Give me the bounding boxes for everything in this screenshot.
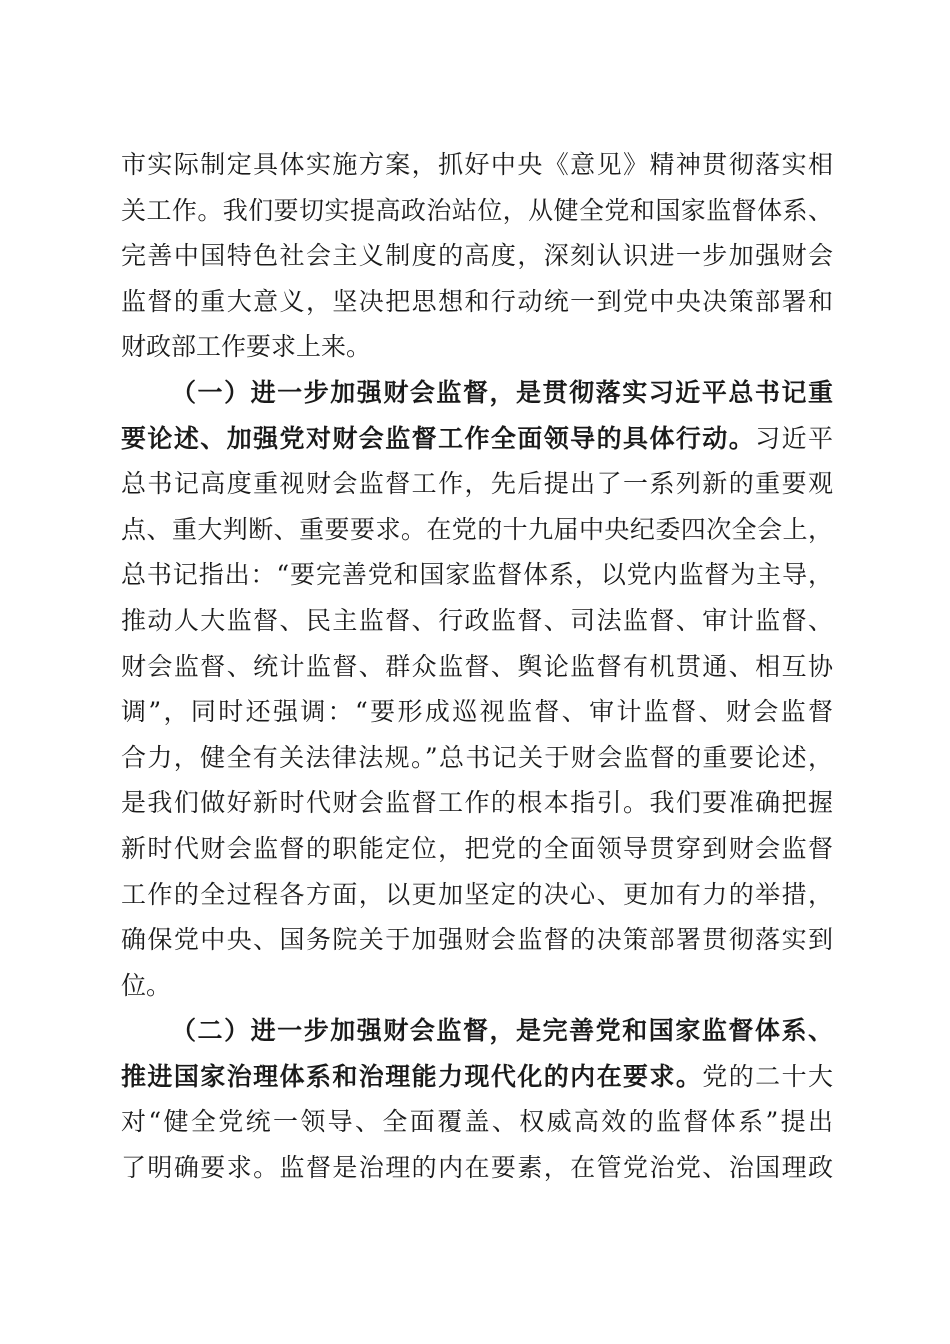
section-heading-1-continued <box>121 416 833 462</box>
text-line: 位。 <box>121 970 172 1000</box>
paragraph-text: 习近平 <box>755 423 833 453</box>
text-line: 财政部工作要求上来。 <box>121 332 372 362</box>
text-line: 确保党中央、国务院关于加强财会监督的决策部署贯彻落实到 <box>121 925 833 955</box>
text-line: 合力，健全有关法律法规。”总书记关于财会监督的重要论述， <box>121 742 833 772</box>
text-line: 对“健全党统一领导、全面覆盖、权威高效的监督体系”提出 <box>121 1107 833 1137</box>
text-line: 监督的重大意义，坚决把思想和行动统一到党中央决策部署和 <box>121 286 833 316</box>
text-line: 总书记指出：“要完善党和国家监督体系，以党内监督为主导， <box>121 560 833 590</box>
text-line: 是我们做好新时代财会监督工作的根本指引。我们要准确把握 <box>121 788 833 818</box>
text-line: 了明确要求。监督是治理的内在要素，在管党治党、治国理政 <box>121 1153 833 1183</box>
text-line: 市实际制定具体实施方案，抓好中央《意见》精神贯彻落实相 <box>121 150 833 179</box>
text-line: 点、重大判断、重要要求。在党的十九届中央纪委四次全会上， <box>121 514 833 544</box>
section-heading-2 <box>121 1008 833 1054</box>
heading-text: 推进国家治理体系和治理能力现代化的内在要求。 <box>121 1061 703 1091</box>
heading-text: （一）进一步加强财会监督，是贯彻落实习近平总书记重 <box>171 377 833 407</box>
heading-text: （二）进一步加强财会监督，是完善党和国家监督体系、 <box>171 1016 833 1046</box>
heading-text: 要论述、加强党对财会监督工作全面领导的具体行动。 <box>121 423 756 453</box>
text-line: 推动人大监督、民主监督、行政监督、司法监督、审计监督、 <box>121 605 833 635</box>
text-line: 总书记高度重视财会监督工作，先后提出了一系列新的重要观 <box>121 469 833 499</box>
text-line: 完善中国特色社会主义制度的高度，深刻认识进一步加强财会 <box>121 241 833 271</box>
text-line: 财会监督、统计监督、群众监督、舆论监督有机贯通、相互协 <box>121 651 833 681</box>
text-line: 新时代财会监督的职能定位，把党的全面领导贯穿到财会监督 <box>121 833 833 863</box>
text-line: 关工作。我们要切实提高政治站位，从健全党和国家监督体系、 <box>121 195 833 225</box>
paragraph-text: 党的二十大 <box>702 1061 833 1091</box>
body-text <box>121 142 833 1191</box>
section-heading-1 <box>121 370 833 416</box>
text-line: 工作的全过程各方面，以更加坚定的决心、更加有力的举措， <box>121 879 833 909</box>
section-heading-2-continued <box>121 1054 833 1100</box>
text-line: 调”，同时还强调：“要形成巡视监督、审计监督、财会监督 <box>121 697 833 727</box>
